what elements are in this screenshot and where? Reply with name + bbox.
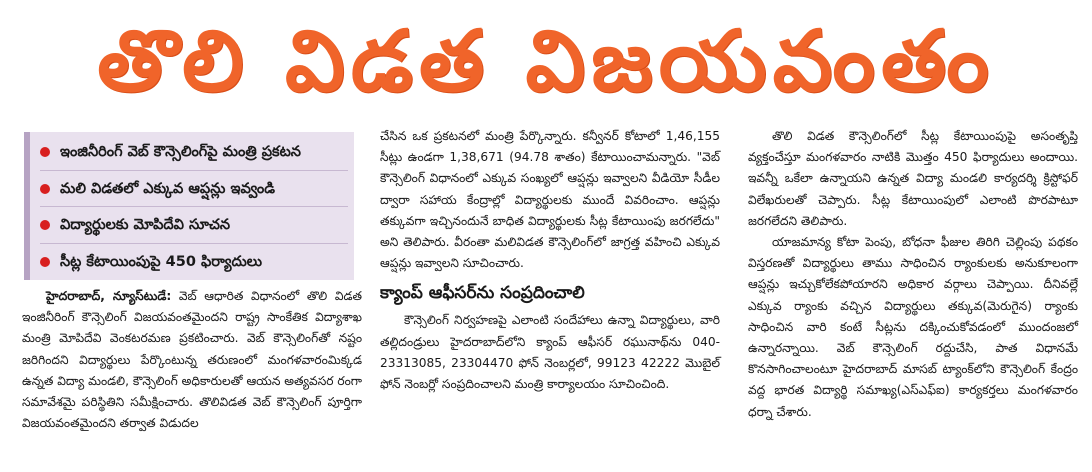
highlights-box xyxy=(24,132,354,280)
article-paragraph: యాజమాన్య కోటా పెంపు, బోధనా ఫీజుల తిరిగి చెల్లింపు పథకం విస్తరణతో విద్యార్థులు తాము సాధించిన ర్యాంకులకు అనుకూలంగా ఆప్షన్లు ఇచ్చుకోలేకపోయారని అధికార వర్గాలు చెప్పాయి. దీనివల్లే ఎక్కువ ర్యాంకు వచ్చిన విద్యార్థులు తక్కువ(మెరుగైన) ర్యాంకు సాధించిన వారి కంటే సీట్లను దక్కించుకోవడంలో ముందంజలో ఉన్నారన్నాయి. వెబ్ కౌన్సెలింగ్ రద్దుచేసి, పాత విధానమే కొనసాగించాలంటూ హైదరాబాద్ మాసబ్ ట్యాంక్‌లోని కౌన్సెలింగ్ కేంద్రం వద్ద భారత విద్యార్థి సమాఖ్య(ఎస్‌ఎఫ్‌ఐ) కార్యకర్తలు మంగళవారం ధర్నా చేశారు. xyxy=(748,235,1078,419)
highlight-item xyxy=(40,175,348,203)
divider xyxy=(40,206,348,207)
highlight-text: ఇంజినీరింగ్ వెబ్ కౌన్సెలింగ్‌పై మంత్రి ప్రకటన xyxy=(60,144,301,160)
highlight-item xyxy=(40,248,348,276)
highlight-text: సీట్ల కేటాయింపుపై 450 ఫిర్యాదులు xyxy=(60,253,263,270)
article-paragraph: కౌన్సెలింగ్ నిర్వహణపై ఎలాంటి సందేహాలు ఉన్నా విద్యార్థులు, వారి తల్లిదండ్రులు హైదరాబాద్‌లోని క్యాంప్ ఆఫీసర్ రఘునాథ్‌ను 040-23313085, 23304470 ఫోన్ నెంబర్లలో, 99123 42222 మొబైల్ ఫోన్ నెంబర్లో సంప్రదించాలని మంత్రి కార్యాలయం సూచించింది. xyxy=(380,313,720,392)
bullet-icon xyxy=(40,220,50,230)
subheading: క్యాంప్ ఆఫీసర్‌ను సంప్రదించాలి xyxy=(380,283,585,304)
divider xyxy=(40,243,348,244)
column-3 xyxy=(748,126,1078,423)
article-paragraph: తొలి విడత కౌన్సెలింగ్‌లో సీట్ల కేటాయింపుపై అసంతృప్తి వ్యక్తంచేస్తూ మంగళవారం నాటికి మొత్తం 450 ఫిర్యాదులు అందాయి. ఇవన్నీ ఒకేలా ఉన్నాయని ఉన్నత విద్యా మండలి కార్యదర్శి క్రిస్టోఫర్ విలేఖరులతో చెప్పారు. సీట్ల కేటాయింపులో ఎలాంటి పొరపాటూ జరగలేదని తెలిపారు. xyxy=(748,129,1078,228)
paragraph-text: వెబ్ ఆధారిత విధానంలో తొలి విడత ఇంజినీరింగ్ కౌన్సెలింగ్ విజయవంతమైందని రాష్ట్ర సాంకేతిక విద్యాశాఖ మంత్రి మోపిదేవి వెంకటరమణ ప్రకటించారు. వెబ్ కౌన్సెలింగ్‌తో నష్టం జరిగిందని విద్యార్థులు పేర్కొంటున్న తరుణంలో మంగళవారంమిక్కడ ఉన్నత విద్యా మండలి, కౌన్సెలింగ్ అధికారులతో ఆయన అత్యవసర రంగా సమావేశమై పరిస్థితిని సమీక్షించారు. తొలివిడత వెబ్ కౌన్సెలింగ్ పూర్తిగా విజయవంతమైందని తర్వాత విడుదల xyxy=(22,289,363,431)
highlight-item xyxy=(40,138,348,166)
dateline: హైదరాబాద్, న్యూస్‌టుడే: xyxy=(46,289,172,303)
bullet-icon xyxy=(40,184,50,194)
bullet-icon xyxy=(40,257,50,267)
column-1 xyxy=(22,128,362,434)
divider xyxy=(40,170,348,171)
highlight-text: విద్యార్థులకు మోపిదేవి సూచన xyxy=(60,217,231,234)
highlight-item xyxy=(40,211,348,239)
headline: తొలి విడత విజయవంతం xyxy=(97,12,995,110)
column-2 xyxy=(380,126,720,395)
article-paragraph xyxy=(22,286,362,434)
bullet-icon xyxy=(40,147,50,157)
article-paragraph: చేసిన ఒక ప్రకటనలో మంత్రి పేర్కొన్నారు. కన్వీనర్ కోటాలో 1,46,155 సీట్లు ఉండగా 1,38,671 (94.78 శాతం) కేటాయించామన్నారు. "వెబ్ కౌన్సెలింగ్ విధానంలో ఎక్కువ సంఖ్యలో ఆప్షన్లు ఇవ్వాలని వీడియో సీడీల ద్వారా సహాయ కేంద్రాల్లో విద్యార్థులకు ముందే వివరించాం. ఆప్షన్లు తక్కువగా ఇచ్చినందునే బాధిత విద్యార్థులకు సీట్ల కేటాయింపు జరగలేదు" అని తెలిపారు. వీరంతా మలివిడత కౌన్సెలింగ్‌లో జాగ్రత్త వహించి ఎక్కువ ఆప్షన్లు ఇవ్వాలని సూచించారు. xyxy=(380,129,720,271)
highlight-text: మలి విడతలో ఎక్కువ ఆప్షన్లు ఇవ్వండి xyxy=(60,180,276,197)
